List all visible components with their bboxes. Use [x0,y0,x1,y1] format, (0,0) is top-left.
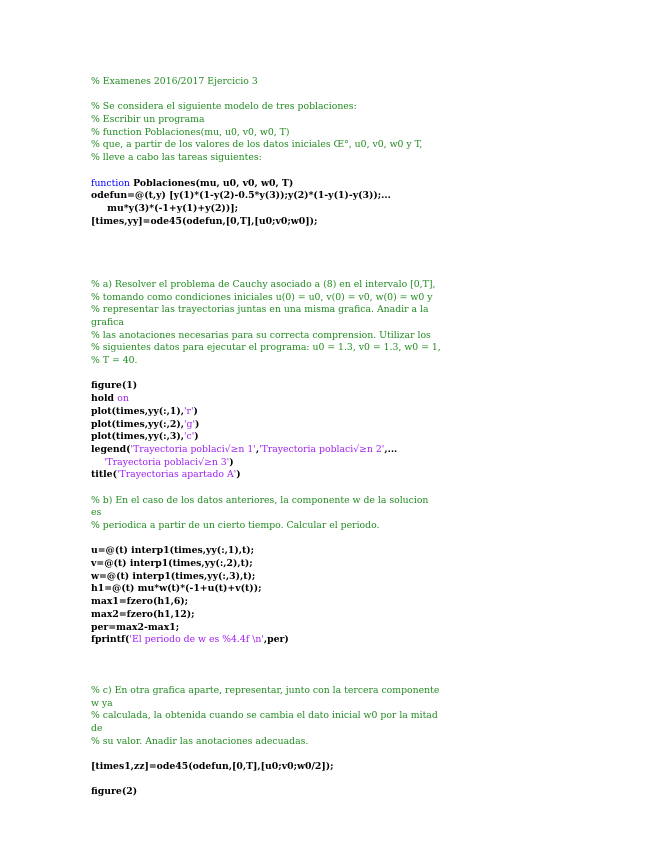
part-c-comment-line: % calculada, la obtenida cuando se cambia el dato inicial w0 por la mitad [91,710,438,722]
blank-line [91,660,571,673]
ode45-call-line: [times,yy]=ode45(odefun,[0,T],[u0;v0;w0]); [91,215,318,227]
function-declaration [91,178,571,191]
plot-call-close: ) [194,431,199,443]
intro-comment-line: % function Poblaciones(mu, u0, v0, w0, T) [91,126,290,138]
plot-line [91,431,571,444]
blank-line [91,533,571,546]
blank-line [91,774,571,787]
blank-line [91,165,571,178]
hold-on-line [91,393,571,406]
blank-line [91,647,571,660]
blank-line [91,368,571,381]
plot-call: plot(times,yy(:,1), [91,405,184,417]
hold-command: hold [91,393,118,405]
odefun-line: odefun=@(t,y) [y(1)*(1-y(2)-0.5*y(3));y(2)*(1-y(1)-y(3));... [91,190,391,202]
part-c-comment-line: de [91,723,103,734]
function-signature: Poblaciones(mu, u0, v0, w0, T) [129,177,294,189]
legend-continuation-line [91,457,571,470]
figure-call-line: figure(2) [91,786,138,798]
hold-on-argument: on [117,393,129,405]
plot-color-string: 'c' [183,431,195,443]
blank-line [91,266,571,279]
title-string: 'Trayectorias apartado A' [116,469,237,481]
figure-call-line: figure(1) [91,380,138,392]
part-b-comment-line: % b) En el caso de los datos anteriores, la componente w de la solucion [91,494,429,506]
legend-continuation: ,... [384,443,398,455]
legend-string: 'Trayectoria poblaci√≥n 3' [103,456,230,468]
intro-comment-line: % Se considera el siguiente modelo de tres poblaciones: [91,101,357,113]
legend-indent [91,457,104,468]
part-a-comment-line: % siguientes datos para ejecutar el programa: u0 = 1.3, v0 = 1.3, w0 = 1, [91,342,441,354]
part-a-comment-line: % T = 40. [91,355,138,367]
title-line [91,469,571,482]
code-line: per=max2-max1; [91,621,180,633]
legend-separator: , [255,443,260,455]
code-line: v=@(t) interp1(times,yy(:,2),t); [91,558,253,570]
plot-call-close: ) [193,405,198,417]
code-line: max2=fzero(h1,12); [91,608,195,620]
part-c-comment-line: % su valor. Anadir las anotaciones adecuadas. [91,735,309,747]
function-keyword: function [91,177,130,189]
header-comment: % Examenes 2016/2017 Ejercicio 3 [91,76,258,87]
plot-color-string: 'g' [183,418,196,430]
blank-line [91,672,571,685]
part-a-comment-line: % las anotaciones necesarias para su correcta comprension. Utilizar los [91,329,431,341]
fprintf-args: ,per) [263,634,289,646]
code-line: h1=@(t) mu*w(t)*(-1+u(t)+v(t)); [91,583,262,595]
part-c-comment-line: % c) En otra grafica aparte, representar, junto con la tercera componente [91,684,440,696]
fprintf-format-string: 'El periodo de w es %4.4f \n' [129,634,264,646]
intro-comment-line: % Escribir un programa [91,114,205,126]
matlab-script-listing [91,76,571,799]
legend-string: 'Trayectoria poblaci√≥n 2' [259,443,385,455]
blank-gap [91,228,571,266]
odefun-continuation-line: mu*y(3)*(-1+y(1)+y(2))]; [91,202,239,214]
plot-color-string: 'r' [183,405,194,417]
fprintf-line [91,634,571,647]
plot-call: plot(times,yy(:,3), [91,431,184,443]
blank-line [91,482,571,495]
title-call-close: ) [236,469,241,481]
legend-string: 'Trayectoria poblaci√≥n 1' [130,443,256,455]
intro-comment-line: % lleve a cabo las tareas siguientes: [91,152,262,164]
fprintf-call: fprintf( [91,634,130,646]
blank-line [91,89,571,102]
legend-line [91,444,571,457]
part-a-comment-line: grafica [91,317,124,328]
code-line: max1=fzero(h1,6); [91,596,189,608]
part-b-comment-line: es [91,507,102,519]
intro-comment-line: % que, a partir de los valores de los datos iniciales Œ°, u0, v0, w0 y T, [91,139,423,151]
part-c-comment-line: w ya [91,697,113,709]
blank-line [91,748,571,761]
part-a-comment-line: % a) Resolver el problema de Cauchy asociado a (8) en el intervalo [0,T], [91,278,436,290]
code-line: w=@(t) interp1(times,yy(:,3),t); [91,570,256,582]
legend-call: legend( [91,443,131,455]
code-line: u=@(t) interp1(times,yy(:,1),t); [91,545,255,557]
plot-line [91,419,571,432]
part-b-comment-line: % periodica a partir de un cierto tiempo. Calcular el periodo. [91,520,380,531]
plot-call: plot(times,yy(:,2), [91,418,184,430]
legend-call-close: ) [229,456,234,468]
ode45-call-line: [times1,zz]=ode45(odefun,[0,T],[u0;v0;w0/2]); [91,761,334,773]
plot-line [91,406,571,419]
plot-call-close: ) [195,418,200,430]
title-call: title( [91,469,117,481]
part-a-comment-line: % representar las trayectorias juntas en una misma grafica. Anadir a la [91,304,429,316]
part-a-comment-line: % tomando como condiciones iniciales u(0) = u0, v(0) = v0, w(0) = w0 y [91,291,433,303]
